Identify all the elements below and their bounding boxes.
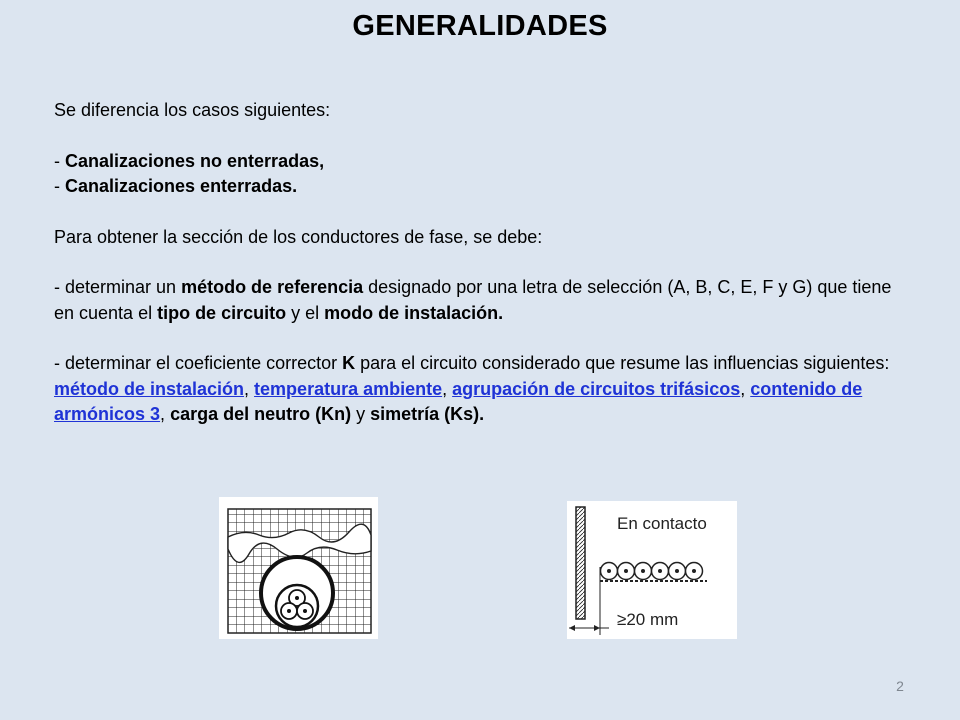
coefficient-paragraph bbox=[54, 351, 904, 428]
case-item bbox=[54, 149, 904, 175]
bold-run: tipo de circuito bbox=[157, 302, 287, 323]
section-intro: Para obtener la sección de los conductores de fase, se debe: bbox=[54, 226, 543, 247]
text-run: y bbox=[351, 404, 371, 424]
figure-label: En contacto bbox=[617, 514, 707, 533]
text-run: - determinar el coeficiente corrector bbox=[54, 353, 343, 373]
page-number: 2 bbox=[896, 678, 904, 694]
separator: , bbox=[160, 404, 171, 424]
method-paragraph bbox=[54, 275, 904, 326]
case-label: Canalizaciones enterradas. bbox=[65, 176, 298, 196]
figure-dimension: ≥20 mm bbox=[617, 610, 679, 629]
case-item bbox=[54, 174, 904, 200]
separator: , bbox=[244, 378, 255, 399]
slide-title: GENERALIDADES bbox=[352, 10, 608, 42]
text-run: - determinar un bbox=[54, 277, 182, 297]
intro-text: Se diferencia los casos siguientes: bbox=[54, 100, 331, 120]
case-prefix: - bbox=[54, 176, 65, 196]
slide-body bbox=[54, 98, 904, 428]
bold-run: carga del neutro (Kn) bbox=[170, 404, 352, 424]
cables-contact-figure bbox=[567, 501, 737, 639]
bold-run: método de referencia bbox=[181, 277, 364, 297]
bold-run: K bbox=[342, 353, 356, 373]
buried-cable-figure bbox=[219, 497, 378, 639]
text-run: designado por una letra de selección (A, B, C, E, F y G) que tiene en cuenta el bbox=[54, 277, 892, 323]
link-agrupacion-circuitos[interactable]: agrupación de circuitos trifásicos bbox=[452, 378, 741, 399]
separator: , bbox=[740, 378, 751, 399]
text-run: para el circuito considerado que resume las influencias siguientes: bbox=[355, 353, 890, 373]
link-metodo-instalacion[interactable]: método de instalación bbox=[54, 378, 245, 399]
bold-run: simetría (Ks). bbox=[370, 404, 485, 424]
case-prefix: - bbox=[54, 150, 65, 171]
separator: , bbox=[442, 378, 453, 399]
case-label: Canalizaciones no enterradas, bbox=[65, 150, 325, 171]
link-temperatura-ambiente[interactable]: temperatura ambiente bbox=[254, 378, 443, 399]
link-contenido-armonicos[interactable]: contenido de armónicos 3 bbox=[54, 378, 863, 424]
bold-run: modo de instalación. bbox=[324, 302, 504, 323]
text-run: y el bbox=[286, 302, 325, 323]
